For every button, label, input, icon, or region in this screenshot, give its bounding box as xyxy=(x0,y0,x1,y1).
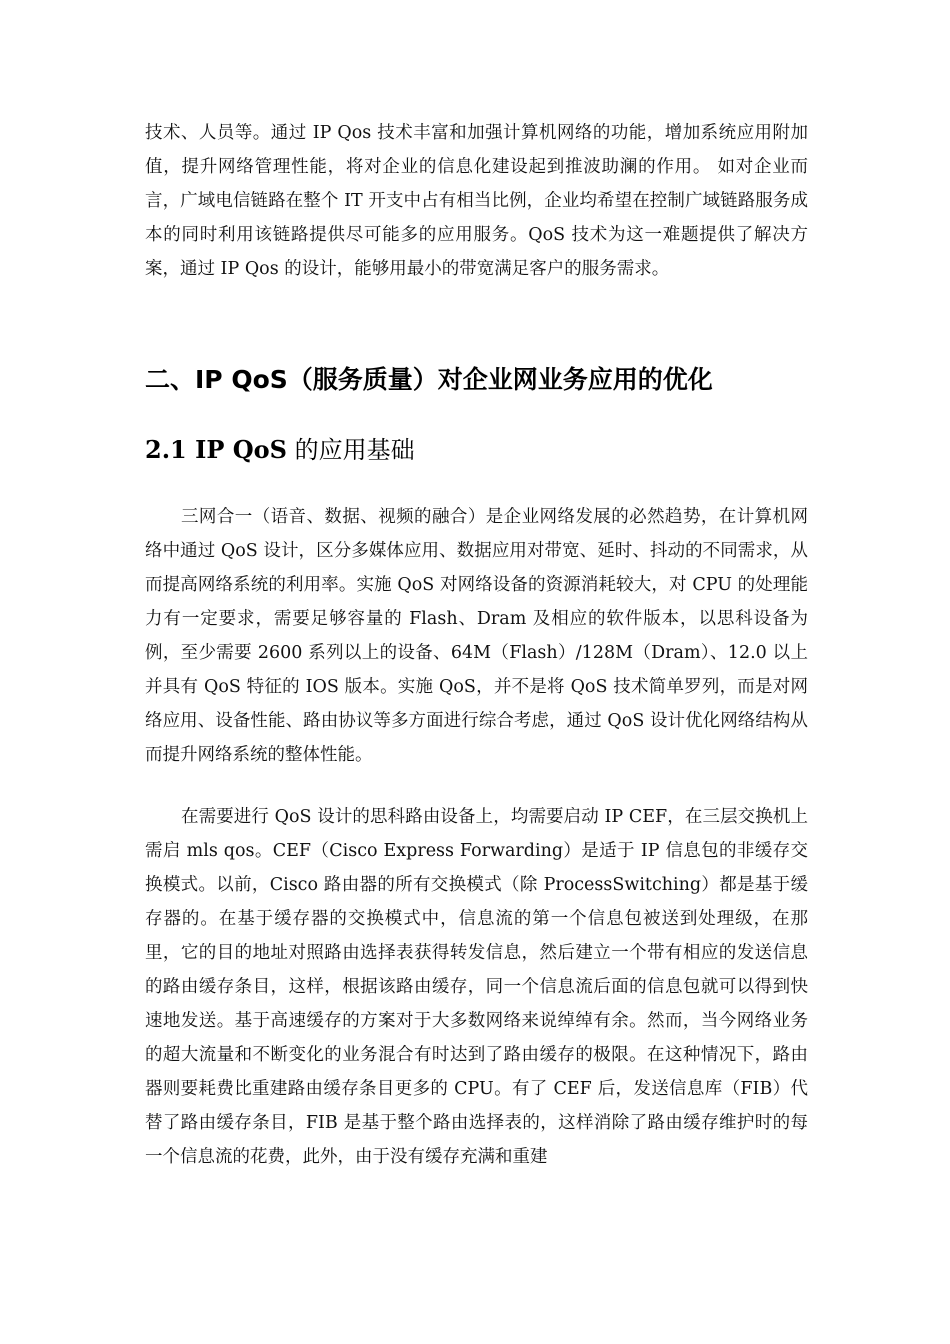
body-paragraph-intro: 技术、人员等。通过 IP Qos 技术丰富和加强计算机网络的功能，增加系统应用附加值，提升网络管理性能，将对企业的信息化建设起到推波助澜的作用。 如对企业而言，广域电信链路在整个 IT 开支中占有相当比例，企业均希望在控制广域链路服务成本的同时利用该链路提供尽可能多的应用服务。QoS 技术为这一难题提供了解决方案，通过 IP Qos 的设计，能够用最小的带宽满足客户的服务需求。 xyxy=(145,123,808,279)
body-paragraph-cef: 在需要进行 QoS 设计的思科路由设备上，均需要启动 IP CEF，在三层交换机上需启 mls qos。CEF（Cisco Express Forwarding）是适于 IP 信息包的非缓存交换模式。以前，Cisco 路由器的所有交换模式（除 ProcessSwitching）都是基于缓存器的。在基于缓存器的交换模式中，信息流的第一个信息包被送到处理级，在那里，它的目的地址对照路由选择表获得转发信息，然后建立一个带有相应的发送信息的路由缓存条目，这样，根据该路由缓存，同一个信息流后面的信息包就可以得到快速地发送。基于高速缓存的方案对于大多数网络来说绰绰有余。然而，当今网络业务的超大流量和不断变化的业务混合有时达到了路由缓存的极限。在这种情况下，路由器则要耗费比重建路由缓存条目更多的 CPU。有了 CEF 后，发送信息库（FIB）代替了路由缓存条目，FIB 是基于整个路由选择表的，这样消除了路由缓存维护时的每一个信息流的花费，此外，由于没有缓存充满和重建 xyxy=(145,807,808,1167)
subsection-heading-number: 2.1 IP QoS xyxy=(145,435,287,464)
body-paragraph-qos-basics: 三网合一（语音、数据、视频的融合）是企业网络发展的必然趋势，在计算机网络中通过 QoS 设计，区分多媒体应用、数据应用对带宽、延时、抖动的不同需求，从而提高网络系统的利用率。实施 QoS 对网络设备的资源消耗较大，对 CPU 的处理能力有一定要求，需要足够容量的 Flash、Dram 及相应的软件版本，以思科设备为例，至少需要 2600 系列以上的设备、64M（Flash）/128M（Dram）、12.0 以上并具有 QoS 特征的 IOS 版本。实施 QoS，并不是将 QoS 技术简单罗列，而是对网络应用、设备性能、路由协议等多方面进行综合考虑，通过 QoS 设计优化网络结构从而提升网络系统的整体性能。 xyxy=(145,507,808,765)
subsection-heading xyxy=(145,430,808,470)
section-heading: 二、IP QoS（服务质量）对企业网业务应用的优化 xyxy=(145,365,713,394)
subsection-heading-text: 的应用基础 xyxy=(286,436,415,464)
